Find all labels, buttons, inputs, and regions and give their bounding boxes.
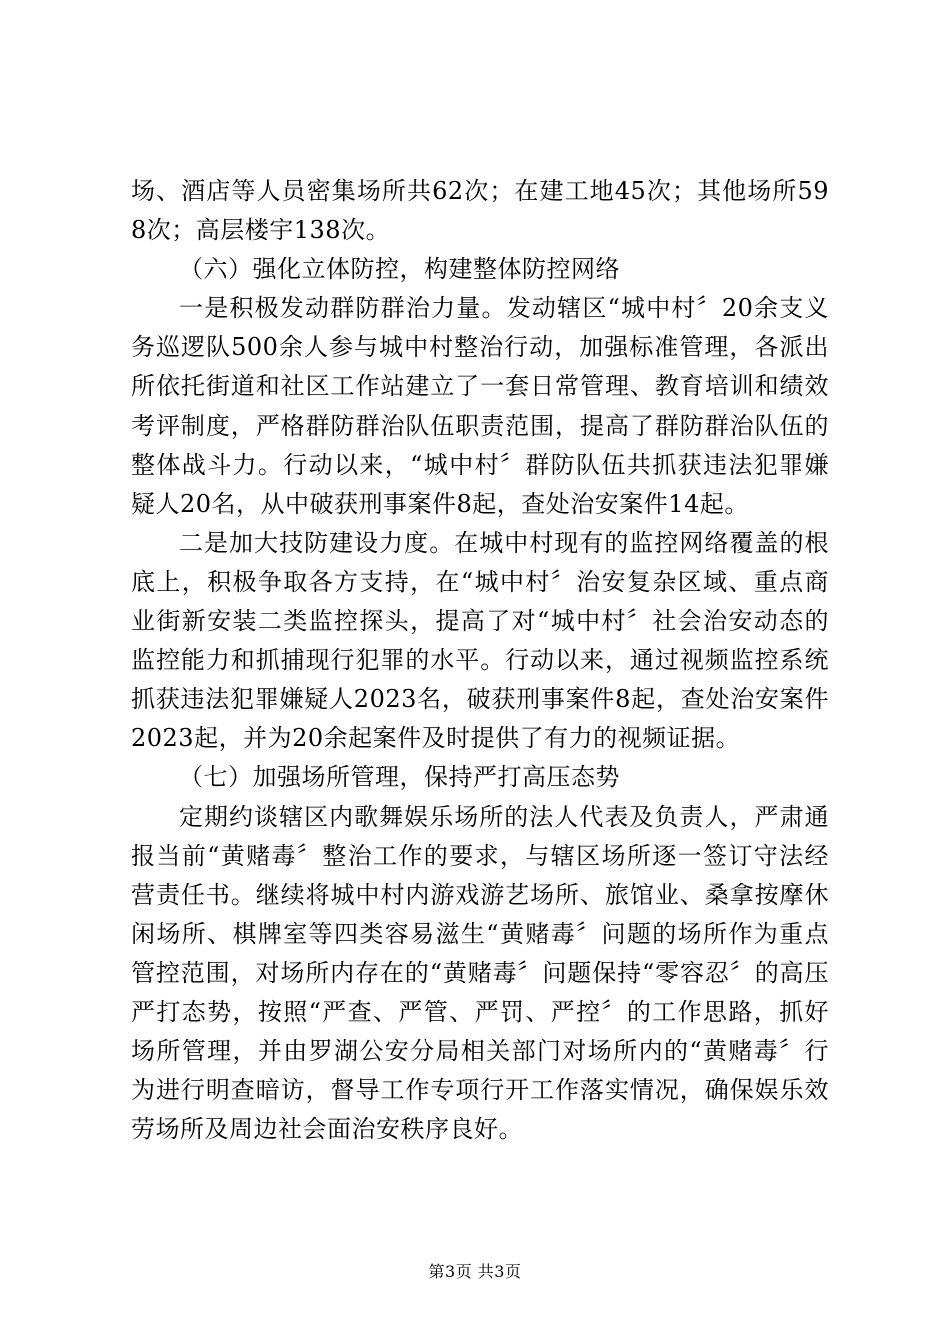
section-heading-six: （六）强化立体防控，构建整体防控网络 xyxy=(179,255,620,284)
paragraph-technical-prevention: 二是加大技防建设力度。在城中村现有的监控网络覆盖的根底上，积极争取各方支持，在“城中村〞治安复杂区域、重点商业街新安装二类监控探头，提高了对“城中村〞社会治安动态的监控能力和抓捕现行犯罪的水平。行动以来，通过视频监控系统抓获违法犯罪嫌疑人2023名，破获刑事案件8起，查处治安案件2023起，并为20余起案件及时提供了有力的视频证据。 xyxy=(131,528,829,753)
paragraph-venue-management: 定期约谈辖区内歌舞娱乐场所的法人代表及负责人，严肃通报当前“黄赌毒〞整治工作的要求，与辖区场所逐一签订守法经营责任书。继续将城中村内游戏游艺场所、旅馆业、桑拿按摩休闲场所、棋牌室等四类容易滋生“黄赌毒〞问题的场所作为重点管控范围，对场所内存在的“黄赌毒〞问题保持“零容忍〞的高压严打态势，按照“严查、严管、严罚、严控〞的工作思路，抓好场所管理，并由罗湖公安分局相关部门对场所内的“黄赌毒〞行为进行明查暗访，督导工作专项行开工作落实情况，确保娱乐效劳场所及周边社会面治安秩序良好。 xyxy=(131,802,829,1144)
page-number-footer: 第3页 共3页 xyxy=(428,1262,522,1281)
paragraph-continued: 场、酒店等人员密集场所共62次；在建工地45次；其他场所598次；高层楼宇138次。 xyxy=(131,177,829,245)
document-body xyxy=(131,172,829,1149)
section-heading-seven: （七）加强场所管理，保持严打高压态势 xyxy=(179,763,620,792)
paragraph-mass-prevention: 一是积极发动群防群治力量。发动辖区“城中村〞20余支义务巡逻队500余人参与城中村整治行动，加强标准管理，各派出所依托街道和社区工作站建立了一套日常管理、教育培训和绩效考评制度，严格群防群治队伍职责范围，提高了群防群治队伍的整体战斗力。行动以来，“城中村〞群防队伍共抓获违法犯罪嫌疑人20名，从中破获刑事案件8起，查处治安案件14起。 xyxy=(131,294,829,518)
